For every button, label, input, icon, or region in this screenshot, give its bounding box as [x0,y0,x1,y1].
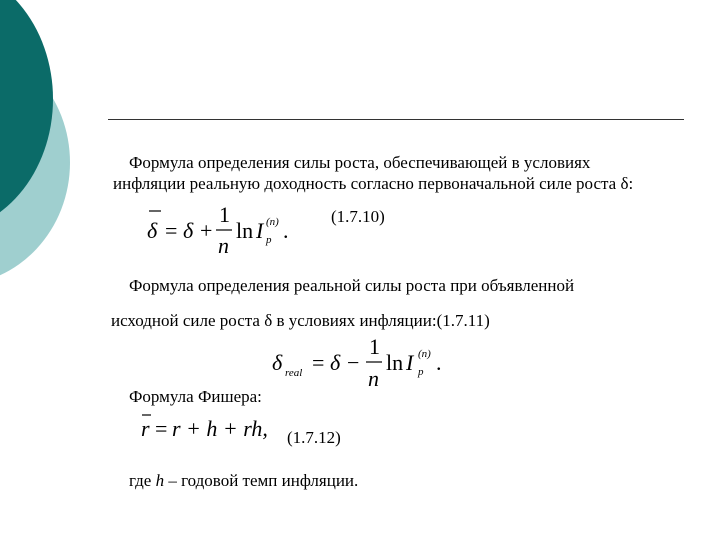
eq2-denominator: n [368,366,379,391]
eq3-equals: = [155,416,168,441]
formula-1-7-11 [270,336,460,392]
eq1-equals: = [165,218,178,243]
title-divider-line [108,119,684,120]
paragraph-1-line-1: Формула определения силы роста, обеспечивающей в условиях [129,153,591,172]
eq2-term: δ [330,350,341,375]
eq1-superscript: (n) [266,216,279,228]
eq2-minus: − [347,350,360,375]
eq1-lhs: δ [147,218,158,243]
eq2-equals: = [312,350,325,375]
eq2-subscript: p [418,366,424,378]
eq2-superscript: (n) [418,348,431,360]
where-prefix: где [129,471,156,490]
eq1-denominator: n [218,233,229,258]
paragraph-2-line-1: Формула определения реальной силы роста при объявленной [129,276,575,295]
eq1-subscript: p [266,234,272,246]
formula-1-7-10 [145,203,305,259]
formula-1-7-12 [139,411,269,445]
eq3-rhs: r + h + rh, [172,416,268,441]
eq1-term: δ [183,218,194,243]
eq2-lhs-subscript: real [285,367,303,379]
eq2-period: . [436,350,442,375]
paragraph-1-line-2: инфляции реальную доходность согласно первоначальной силе роста δ: [113,174,634,193]
eq1-numerator: 1 [219,202,230,227]
fisher-formula-label: Формула Фишера: [129,387,262,406]
eq2-numerator: 1 [369,334,380,359]
eq2-ln: ln [386,350,404,375]
eq1-plus: + [200,218,213,243]
where-variable: h [155,471,165,490]
eq3-lhs: r [141,416,150,441]
eq2-var: I [406,350,414,375]
where-suffix: – годовой темп инфляции. [164,471,359,490]
eq2-lhs: δ [272,350,283,375]
eq1-ln: ln [236,218,254,243]
inflation-definition [129,470,358,491]
equation-number-1-7-10: (1.7.10) [331,207,385,226]
equation-number-1-7-12: (1.7.12) [287,428,341,447]
eq1-var: I [256,218,264,243]
paragraph-2-line-2: исходной силе роста δ в условиях инфляции:(1.7.11) [111,311,490,330]
eq1-period: . [283,218,289,243]
